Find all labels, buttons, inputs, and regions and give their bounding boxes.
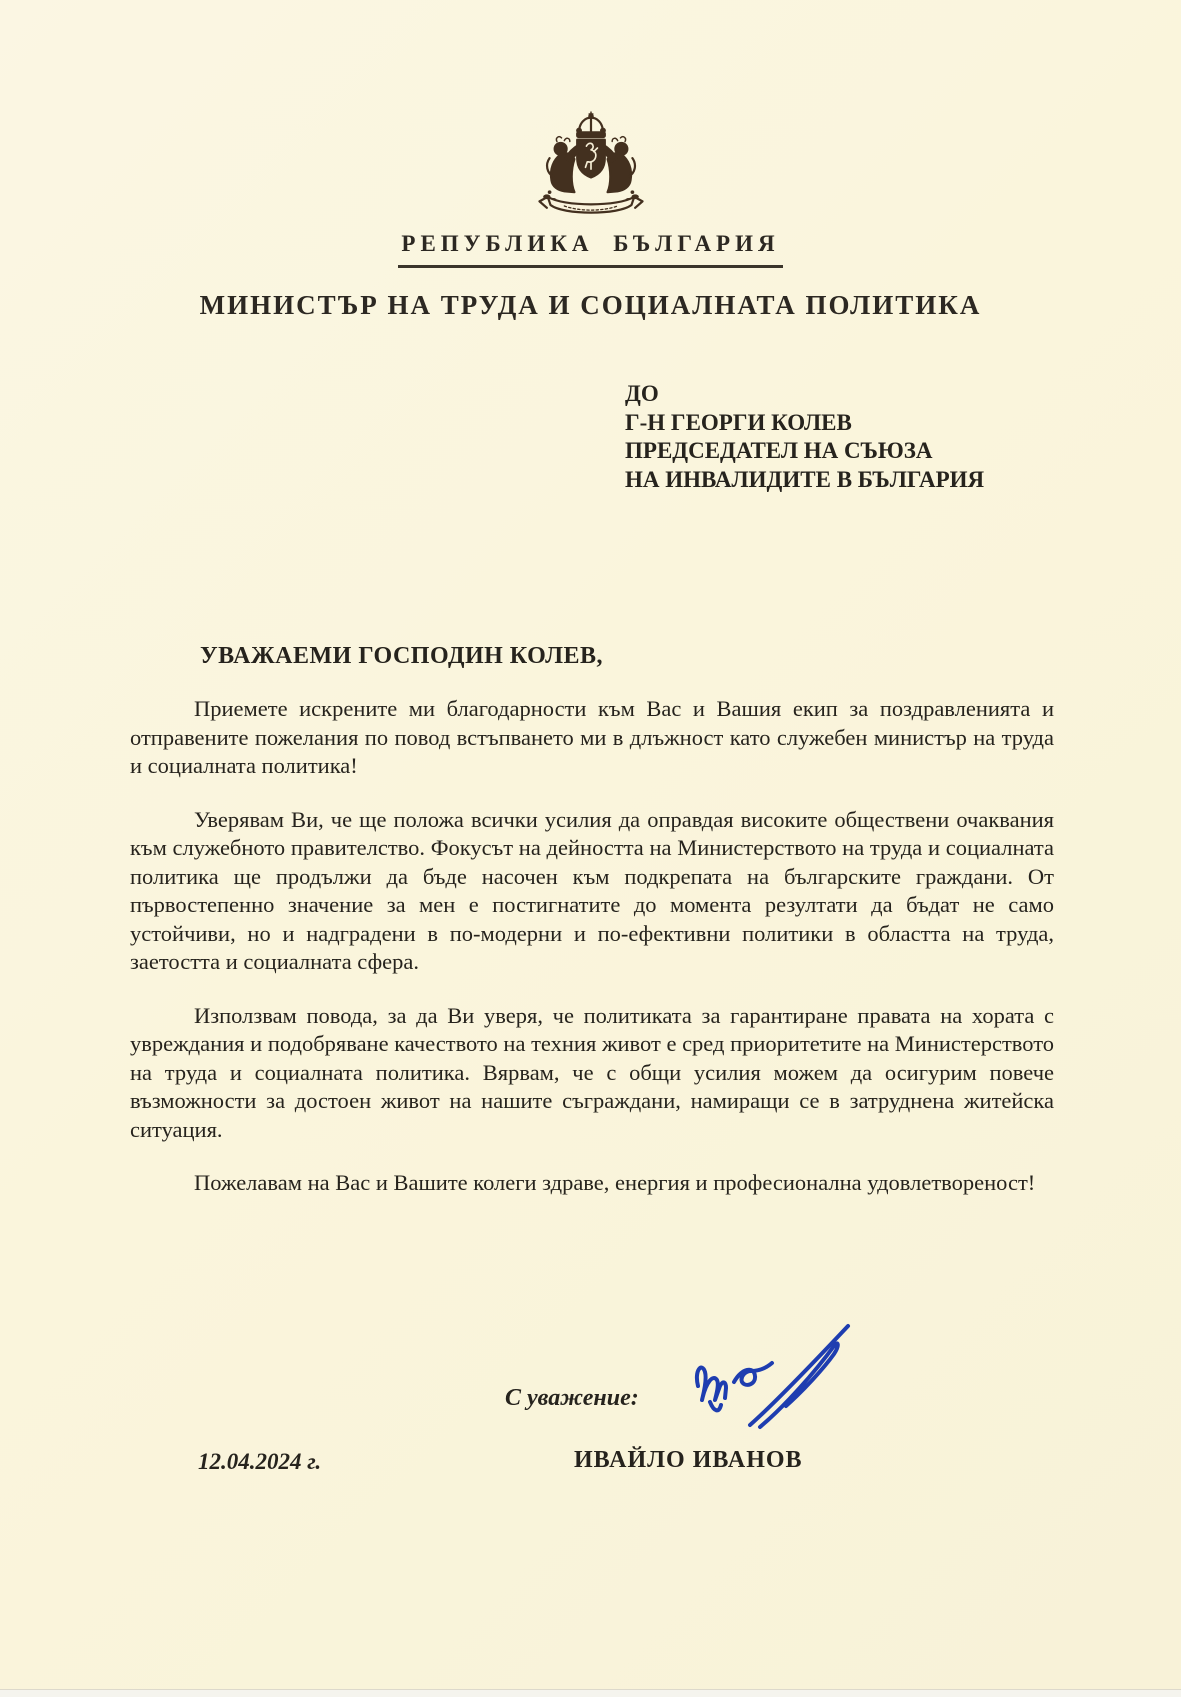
valediction: С уважение: [505, 1385, 639, 1411]
republic-title: РЕПУБЛИКА БЪЛГАРИЯ [398, 231, 782, 268]
salutation: УВАЖАЕМИ ГОСПОДИН КОЛЕВ, [200, 643, 603, 669]
handwritten-signature-icon [688, 1320, 868, 1450]
letter-body [130, 695, 1054, 1223]
scan-edge-artifact [0, 1689, 1181, 1697]
minister-title: МИНИСТЪР НА ТРУДА И СОЦИАЛНАТА ПОЛИТИКА [199, 290, 982, 320]
body-paragraph-4: Пожелавам на Вас и Вашите колеги здраве, енергия и професионална удовлетвореност! [194, 1170, 1036, 1195]
recipient-line-name: Г-Н ГЕОРГИ КОЛЕВ [625, 409, 852, 435]
republic-title-row [0, 231, 1181, 268]
signer-name: ИВАЙЛО ИВАНОВ [574, 1447, 803, 1473]
body-paragraph-2: Уверявам Ви, че ще положа всички усилия да оправдая високите обществени очаквания към служебното правителство. Фокусът на дейността на Министерството на труда и социалната политика ще продължи да бъде насочен към подкрепата на българските граждани. От първостепенно значение за мен е постигнатите до момента резултати да бъдат не само устойчиви, но и надградени в по-модерни и по-ефективни политики в областта на труда, заетостта и социалната сфера. [130, 806, 1054, 974]
body-paragraph-1: Приемете искрените ми благодарности към Вас и Вашия екип за поздравленията и отправените пожелания по повод встъпването ми в длъжност като служебен министър на труда и социалната политика! [130, 696, 1054, 778]
recipient-line-to: ДО [625, 381, 659, 406]
bulgaria-coat-of-arms-icon [522, 110, 660, 237]
recipient-block [625, 380, 984, 494]
letter-date: 12.04.2024 г. [198, 1449, 322, 1474]
body-paragraph-3: Използвам повода, за да Ви уверя, че политиката за гарантиране правата на хората с увреждания и подобряване качеството на техния живот е сред приоритетите на Министерството на труда и социалната политика. Вярвам, че с общи усилия можем да осигурим повече възможности за достоен живот на нашите съграждани, намиращи се в затруднена житейска ситуация. [130, 1002, 1054, 1142]
recipient-line-organization: НА ИНВАЛИДИТЕ В БЪЛГАРИЯ [625, 466, 985, 492]
recipient-line-title: ПРЕДСЕДАТЕЛ НА СЪЮЗА [625, 438, 933, 463]
